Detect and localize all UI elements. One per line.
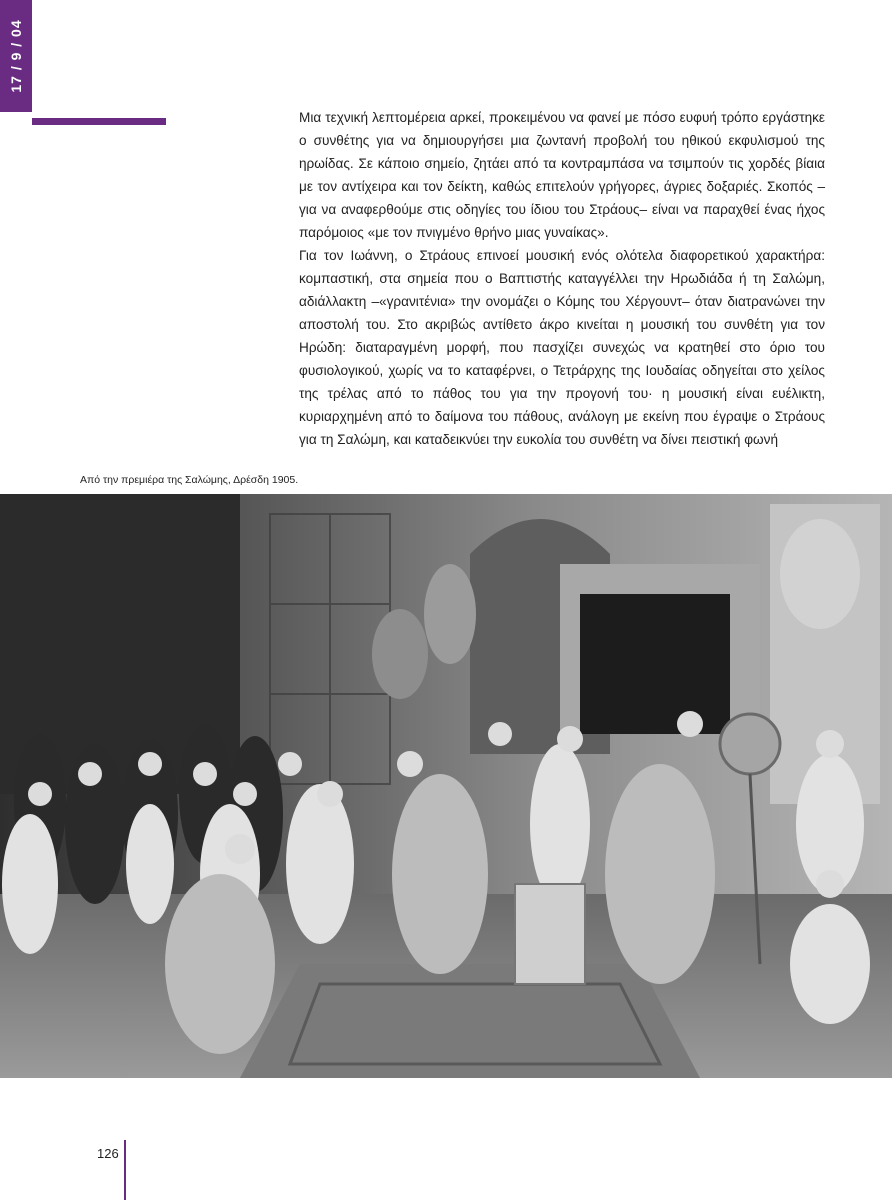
paragraph-2: Για τον Ιωάννη, ο Στράους επινοεί μουσική ενός ολότελα διαφορετικού χαρακτήρα: κομπαστική, στα σημεία που ο Βαπτιστής καταγγέλλει την Ηρωδιάδα ή τη Σαλώμη, αδιάλλακτη –«γρανιτένια» την ονομάζει ο Κόμης του Χέργουντ– όταν διατρανώνει την αποστολή του. Στο ακριβώς αντίθετο άκρο κινείται η μουσική του συνθέτη για τον Ηρώδη: διαταραγμένη μορφή, που πασχίζει συνεχώς να κρατηθεί στο όριο του φυσιολογικού, χωρίς να το καταφέρνει, ο Τετράρχης της Ιουδαίας οδηγείται στο χείλος της τρέλας από το πάθος του για την προγονή του· η μουσική είναι ευέλικτη, κυριαρχημένη από το δαίμονα του πάθους, ανάλογη με εκείνη που έγραψε ο Στράους για τη Σαλώμη, και καταδεικνύει την ευκολία του συνθέτη να δίνει πειστική φωνή [299,248,825,447]
date-tab [0,0,32,112]
issue-date: 17 / 9 / 04 [8,19,24,93]
page-number: 126 [97,1146,119,1161]
paragraph-1: Μια τεχνική λεπτομέρεια αρκεί, προκειμένου να φανεί με πόσο ευφυή τρόπο εργάστηκε ο συνθέτης για να δημιουργήσει μια ζωντανή προβολή του ηθικού εκφυλισμού της ηρωίδας. Σε κάποιο σημείο, ζητάει από τα κοντραμπάσα να τσιμπούν τις χορδές βίαια με τον αντίχειρα και τον δείκτη, καθώς επιτελούν γρήγορες, άγριες δοξαριές. Σκοπός –για να αναφερθούμε στις οδηγίες του ίδιου του Στράους– είναι να παραχθεί ένας ήχος παρόμοιος «με τον πνιγμένο θρήνο μιας γυναίκας». [299,110,825,240]
article-body [299,106,825,451]
accent-rule [32,118,166,125]
page-number-bar [124,1140,126,1200]
photo-caption: Από την πρεμιέρα της Σαλώμης, Δρέσδη 1905. [80,474,299,486]
premiere-photo [0,494,892,1078]
